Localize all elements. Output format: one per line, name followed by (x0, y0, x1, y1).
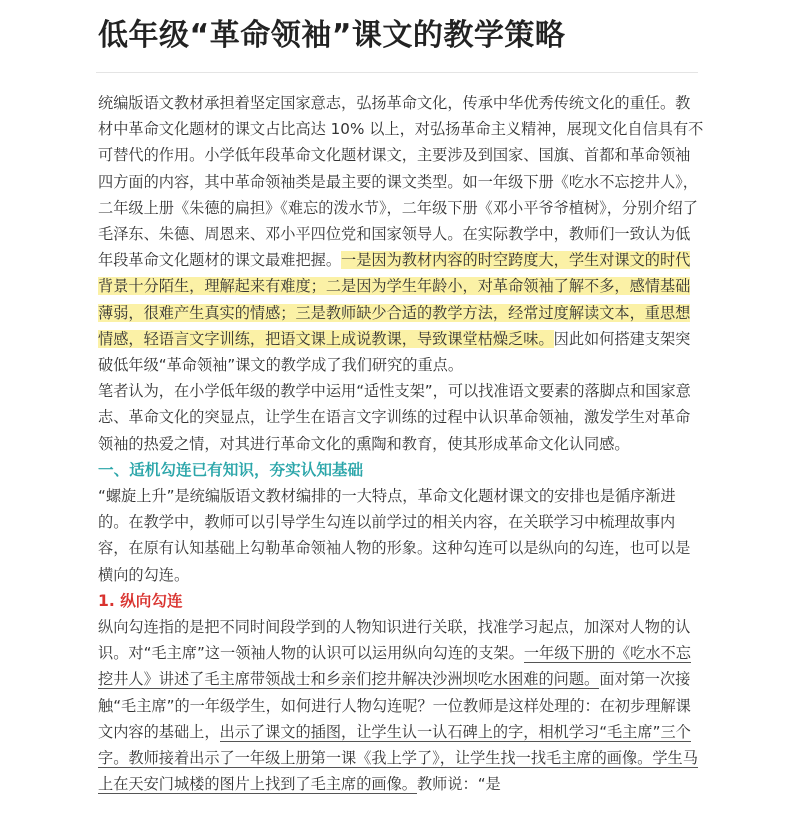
underlined-text: 一年级下册的《吃水不忘挖井人》讲述了毛主席带领战士和乡亲们挖井解决沙洲坝吃水困难的问题。 (98, 644, 691, 689)
section-paragraph: “螺旋上升”是统编版语文教材编排的一大特点，革命文化题材课文的安排也是循序渐进的。在教学中，教师可以引导学生勾连以前学过的相关内容，在关联学习中梳理故事内容，在原有认知基础上勾勒革命领袖人物的形象。这种勾连可以是纵向的勾连，也可以是横向的勾连。 (98, 487, 691, 584)
author-view-paragraph: 笔者认为，在小学低年级的教学中运用“适性支架”，可以找准语文要素的落脚点和国家意志、革命文化的突显点，让学生在语言文字训练的过程中认识革命领袖，激发学生对革命领袖的热爱之情，对其进行革命文化的熏陶和教育，使其形成革命文化认同感。 (98, 382, 691, 453)
intro-text: 统编版语文教材承担着坚定国家意志，弘扬革命文化，传承中华优秀传统文化的重任。教材中革命文化题材的课文占比高达 10% 以上，对弘扬革命主义精神，展现文化自信具有不可替代的作用。小学低年段革命文化题材课文，主要涉及到国家、国旗、首都和革命领袖四方面的内容，其中革命领袖类是最主要的课文类型。如一年级下册《吃水不忘挖井人》，二年级上册《朱德的扁担》《难忘的泼水节》，二年级下册《邓小平爷爷植树》，分别介绍了毛泽东、朱德、周恩来、邓小平四位党和国家领导人。在实际教学中，教师们一致认为低年段革命文化题材的课文最难把握。 (98, 94, 704, 270)
vertical-link-paragraph (98, 614, 704, 797)
intro-conclusion: 因此如何搭建支架突破低年级“革命领袖”课文的教学成了我们研究的重点。 (98, 329, 691, 375)
section-heading: 一、适机勾连已有知识，夯实认知基础 (98, 460, 364, 479)
paragraph-text: 纵向勾连指的是把不同时间段学到的人物知识进行关联，找准学习起点，加深对人物的认识。对“毛主席”这一领袖人物的认识可以运用纵向勾连的支架。 (98, 618, 691, 663)
intro-paragraph (98, 90, 704, 378)
underlined-text: 出示了课文的插图，让学生认一认石碑上的字，相机学习“毛主席”三个字。教师接着出示了一年级上册第一课《我上学了》，让学生找一找毛主席的画像。学生马上在天安门城楼的图片上找到了毛主席的画像。 (98, 722, 698, 794)
article-body (98, 90, 704, 797)
highlighted-text: 一是因为教材内容的时空跨度大，学生对课文的时代背景十分陌生，理解起来有难度；二是因为学生年龄小，对革命领袖了解不多，感情基础薄弱，很难产生真实的情感；三是教师缺少合适的教学方法，经常过度解读文本，重思想情感，轻语言文字训练，把语文课上成说教课，导致课堂枯燥乏味。 (98, 251, 691, 348)
sub-heading: 1. 纵向勾连 (98, 591, 183, 610)
paragraph-text: 教师说：“是 (416, 775, 501, 794)
title-divider (96, 72, 698, 73)
paragraph-text: 面对第一次接触“毛主席”的一年级学生，如何进行人物勾连呢？一位教师是这样处理的：在初步理解课文内容的基础上， (98, 670, 691, 741)
page-title: 低年级“革命领袖”课文的教学策略 (98, 18, 566, 53)
